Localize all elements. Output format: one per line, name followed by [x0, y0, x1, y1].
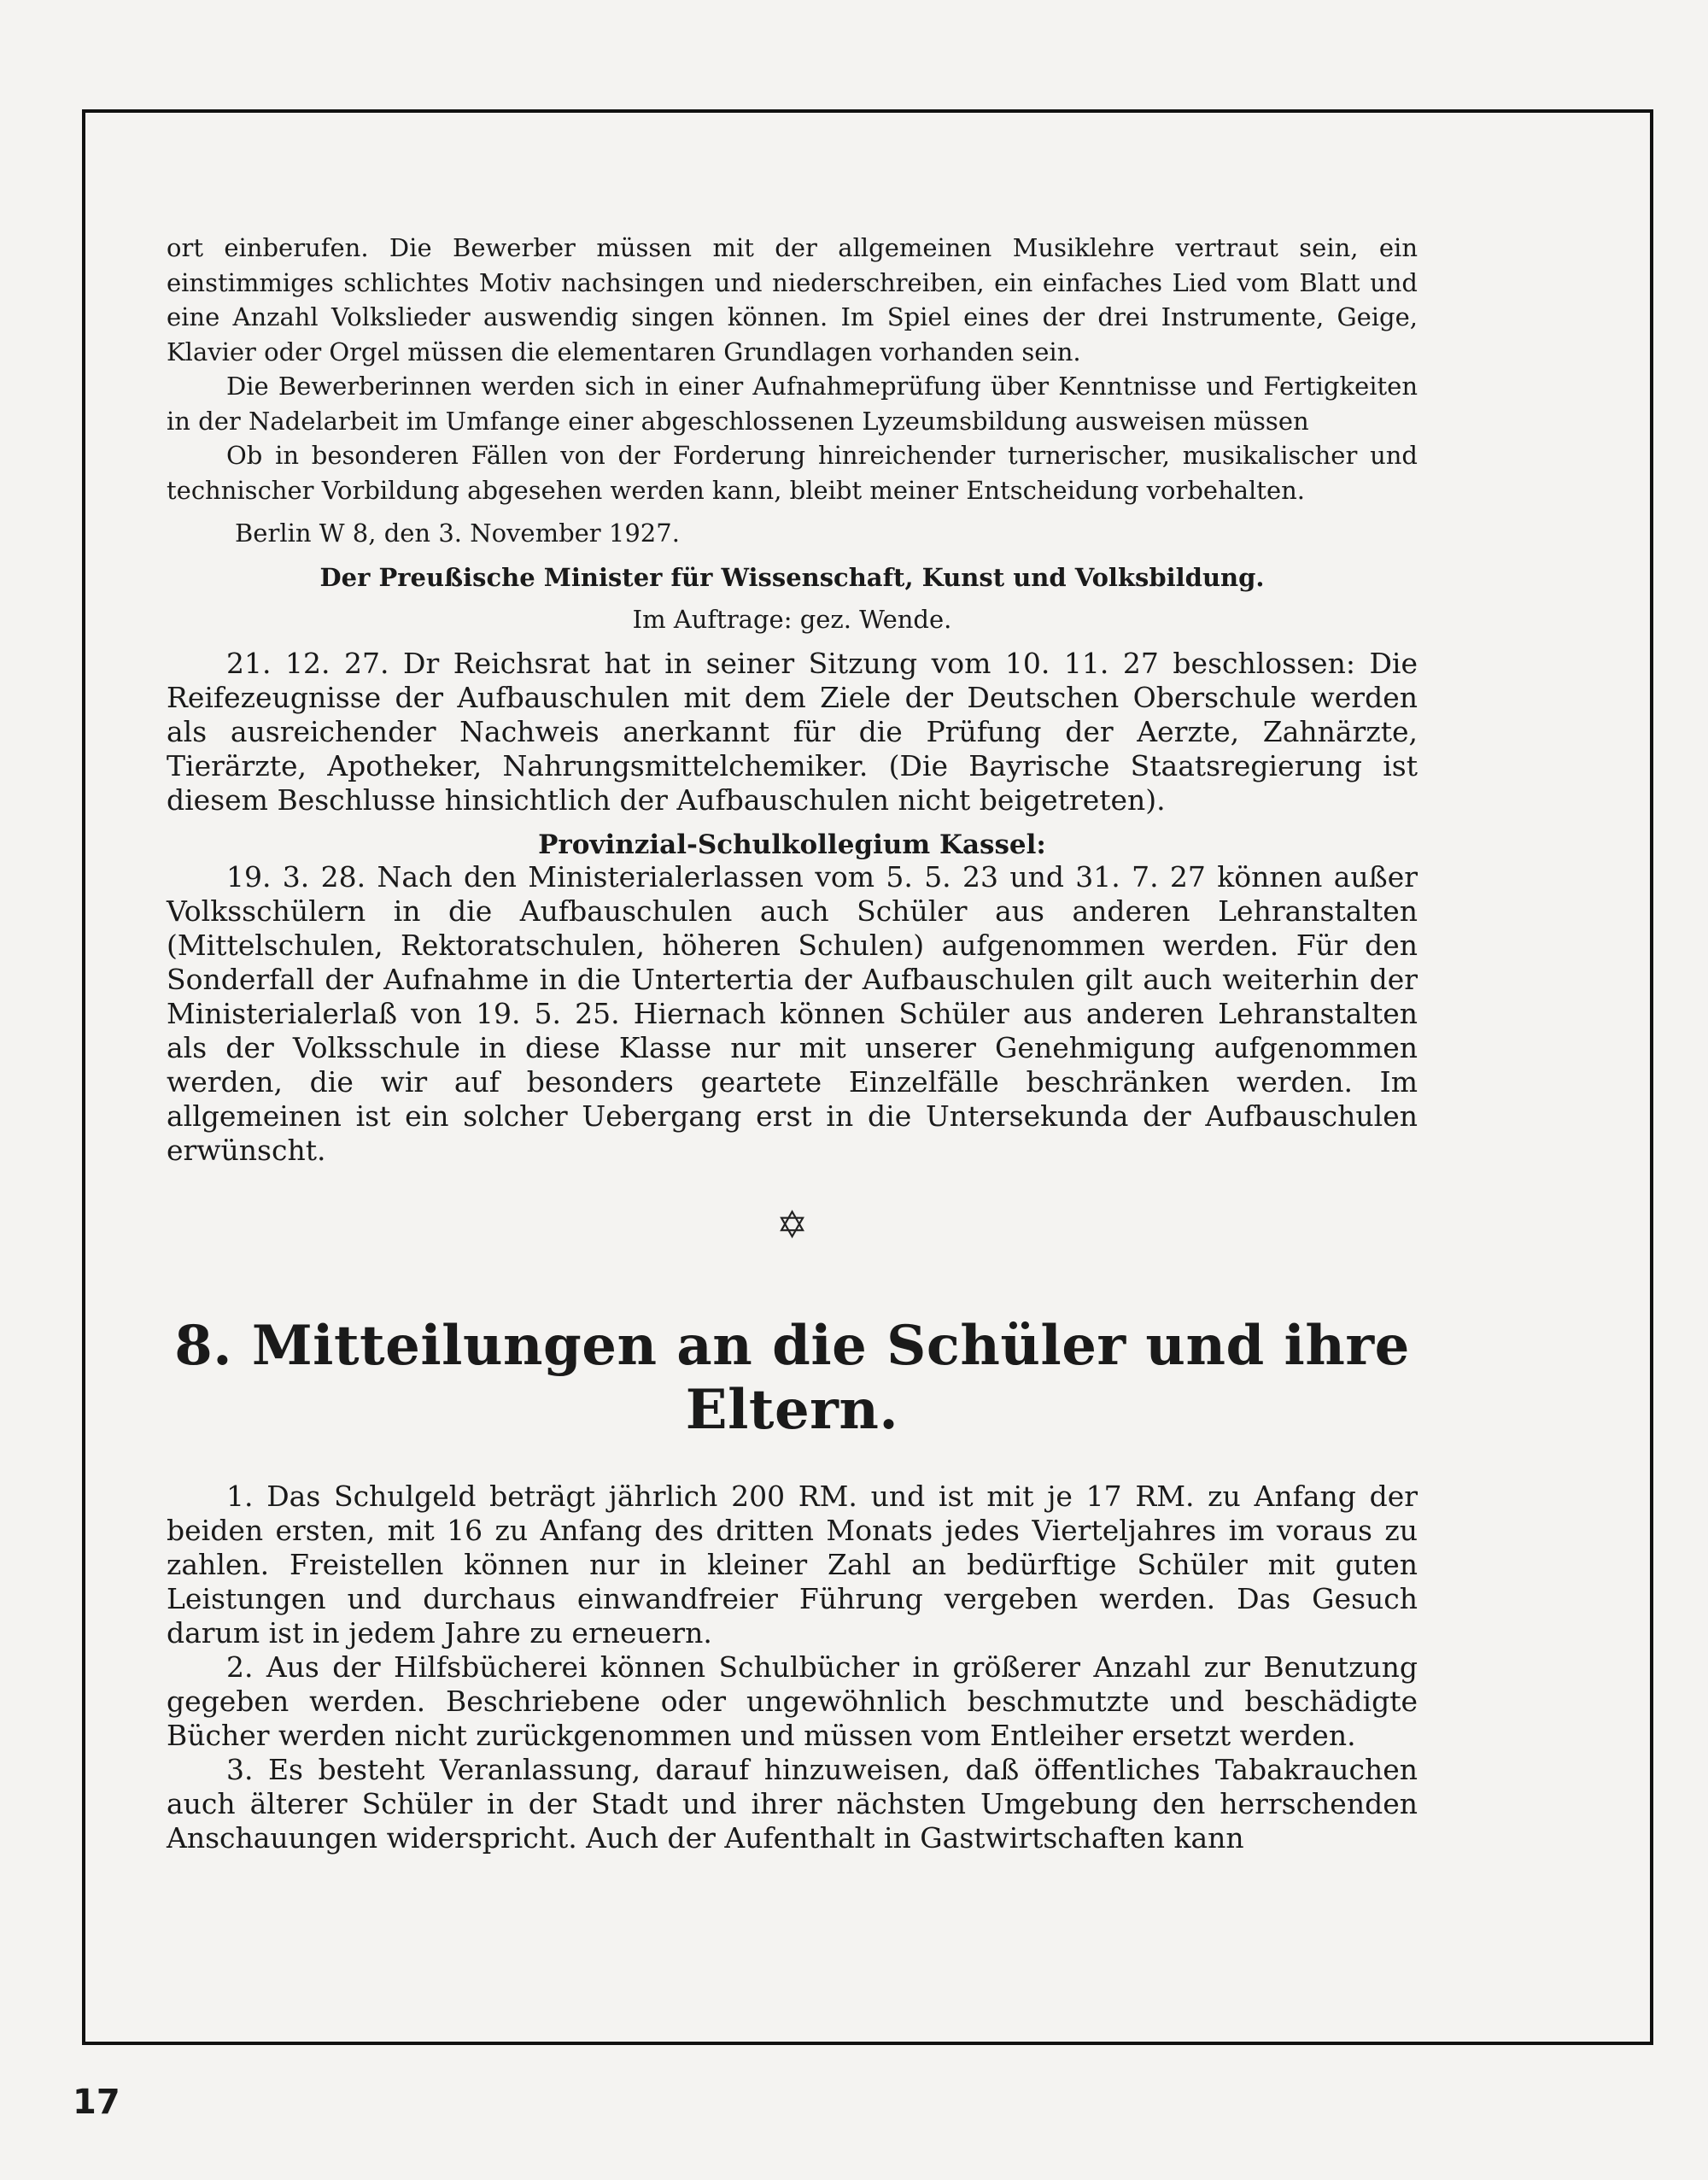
paragraph-bewerberinnen: Die Bewerberinnen werden sich in einer Aufnahmeprüfung über Kenntnisse und Fertigkeiten in der Nadelarbeit im Umfange einer abgeschlossenen Lyzeumsbildung ausweisen müssen [167, 372, 1418, 436]
page-number: 17 [73, 2083, 120, 2122]
section-heading: 8. Mitteilungen an die Schüler und ihre Eltern. [174, 1314, 1410, 1442]
page-content [167, 231, 1418, 1855]
paragraph-reichsrat: 21. 12. 27. Dr Reichsrat hat in seiner Sitzung vom 10. 11. 27 beschlossen: Die Reifezeugnisse der Aufbauschulen mit dem Ziele der Deutschen Oberschule werden als ausreichender Nachweis anerkannt für die Prüfung der Aerzte, Zahnärzte, Tierärzte, Apotheker, Nahrungsmittelchemiker. (Die Bayrische Staatsregierung ist diesem Beschlusse hinsichtlich der Aufbauschulen nicht beigetreten). [167, 647, 1418, 817]
date-line: Berlin W 8, den 3. November 1927. [235, 519, 680, 548]
paragraph-ob: Ob in besonderen Fällen von der Forderung hinreichender turnerischer, musikalischer und technischer Vorbildung abgesehen werden kann, bleibt meiner Entscheidung vorbehalten. [167, 441, 1418, 505]
item-tabakrauchen: 3. Es besteht Veranlassung, darauf hinzuweisen, daß öffentliches Tabakrauchen auch älterer Schüler in der Stadt und ihrer nächsten Umgebung den herrschenden Anschauungen widerspricht. Auch der Aufenthalt in Gastwirtschaften kann [167, 1753, 1418, 1855]
item-schulgeld: 1. Das Schulgeld beträgt jährlich 200 RM. und ist mit je 17 RM. zu Anfang der beiden ersten, mit 16 zu Anfang des dritten Monats jedes Vierteljahres im voraus zu zahlen. Freistellen können nur in kleiner Zahl an bedürftige Schüler mit guten Leistungen und durchaus einwandfreier Führung vergeben werden. Das Gesuch darum ist in jedem Jahre zu erneuern. [167, 1480, 1418, 1650]
paragraph-intro: ort einberufen. Die Bewerber müssen mit der allgemeinen Musiklehre vertraut sein, ein einstimmiges schlichtes Motiv nachsingen und niederschreiben, ein einfaches Lied vom Blatt und eine Anzahl Volkslieder auswendig singen können. Im Spiel eines der drei Instrumente, Geige, Klavier oder Orgel müssen die elementaren Grundlagen vorhanden sein. [167, 233, 1418, 366]
auftrag-line: Im Auftrage: gez. Wende. [632, 604, 952, 634]
paragraph-kassel: 19. 3. 28. Nach den Ministerialerlassen vom 5. 5. 23 und 31. 7. 27 können außer Volksschülern in die Aufbauschulen auch Schüler aus anderen Lehranstalten (Mittelschulen, Rektoratschulen, höheren Schulen) aufgenommen werden. Für den Sonderfall der Aufnahme in die Untertertia der Aufbauschulen gilt auch weiterhin der Ministerialerlaß von 19. 5. 25. Hiernach können Schüler aus anderen Lehranstalten als der Volksschule in diese Klasse nur mit unserer Genehmigung aufgenommen werden, die wir auf besonders geartete Einzelfälle beschränken werden. Im allgemeinen ist ein solcher Uebergang erst in die Untersekunda der Aufbauschulen erwünscht. [167, 860, 1418, 1167]
star-of-david-icon: ✡ [776, 1204, 808, 1247]
heading-kassel: Provinzial-Schulkollegium Kassel: [538, 829, 1046, 860]
minister-signature: Der Preußische Minister für Wissenschaft, Kunst und Volksbildung. [319, 562, 1265, 592]
item-hilfsbuecherei: 2. Aus der Hilfsbücherei können Schulbücher in größerer Anzahl zur Benutzung gegeben werden. Beschriebene oder ungewöhnlich beschmutzte und beschädigte Bücher werden nicht zurückgenommen und müssen vom Entleiher ersetzt werden. [167, 1650, 1418, 1752]
